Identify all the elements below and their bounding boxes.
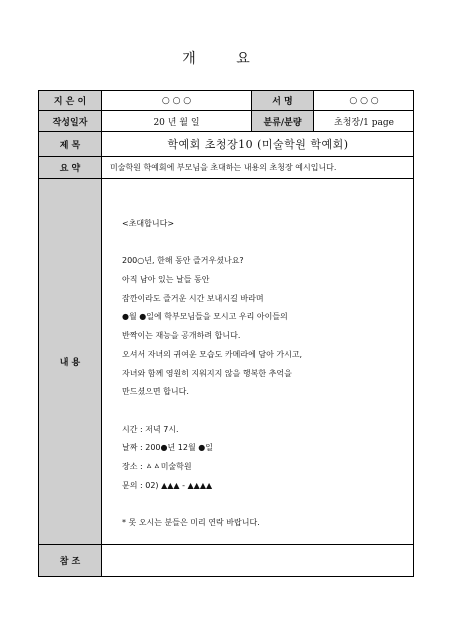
invitation-heading: <초대합니다> xyxy=(122,219,175,228)
event-time: 시간 : 저녁 7시. xyxy=(122,424,179,434)
subject-label: 제 목 xyxy=(39,132,101,156)
event-note: * 못 오시는 분들은 미리 연락 바랍니다. xyxy=(122,518,260,527)
author-value: ○ ○ ○ xyxy=(101,91,251,110)
content-row xyxy=(39,179,413,545)
event-contact: 문의 : 02) ▲▲▲ - ▲▲▲▲ xyxy=(122,480,213,490)
event-place: 장소 : ㅿㅿ미술학원 xyxy=(122,461,192,471)
author-label: 지 은 이 xyxy=(39,91,101,110)
reference-value xyxy=(101,545,414,576)
invitation-line: ●월 ●일에 학부모님들을 모시고 우리 아이들의 xyxy=(122,312,288,322)
invitation-line: 200○년, 한해 동안 즐거우셨나요? xyxy=(122,256,244,266)
author-row xyxy=(39,91,413,111)
invitation-line: 아직 남아 있는 날들 동안 xyxy=(122,275,210,285)
category-value: 초청장/1 page xyxy=(313,111,414,131)
content-body xyxy=(101,179,414,544)
date-value: 20 년 월 일 xyxy=(101,111,251,131)
invitation-line: 오셔서 자녀의 귀여운 모습도 카메라에 담아 가시고, xyxy=(122,349,303,359)
invitation-line: 자녀와 함께 영원히 지워지지 않을 행복한 추억을 xyxy=(122,368,292,378)
reference-row xyxy=(39,545,413,576)
summary-label: 요 약 xyxy=(39,157,101,178)
page-title: 개 요 xyxy=(182,51,268,67)
invitation-line: 만드셨으면 합니다. xyxy=(122,387,189,397)
subject-value: 학예회 초청장10 (미술학원 학예회) xyxy=(101,132,414,156)
category-label: 분류/분량 xyxy=(251,111,313,131)
event-date: 날짜 : 200●년 12월 ●일 xyxy=(122,443,213,453)
invitation-line: 잠깐이라도 즐거운 시간 보내시길 바라며 xyxy=(122,293,264,303)
reference-label: 참 조 xyxy=(39,545,101,576)
invitation-line: 반짝이는 재능을 공개하려 합니다. xyxy=(122,331,241,341)
date-label: 작성일자 xyxy=(39,111,101,131)
overview-table xyxy=(38,90,414,577)
signature-label: 서 명 xyxy=(251,91,313,110)
summary-value: 미술학원 학예회에 부모님을 초대하는 내용의 초청장 예시입니다. xyxy=(101,157,414,178)
signature-value: ○ ○ ○ xyxy=(313,91,414,110)
content-label: 내 용 xyxy=(39,179,101,544)
date-row xyxy=(39,111,413,132)
subject-row xyxy=(39,132,413,157)
invitation-text xyxy=(122,215,302,533)
summary-row xyxy=(39,157,413,179)
